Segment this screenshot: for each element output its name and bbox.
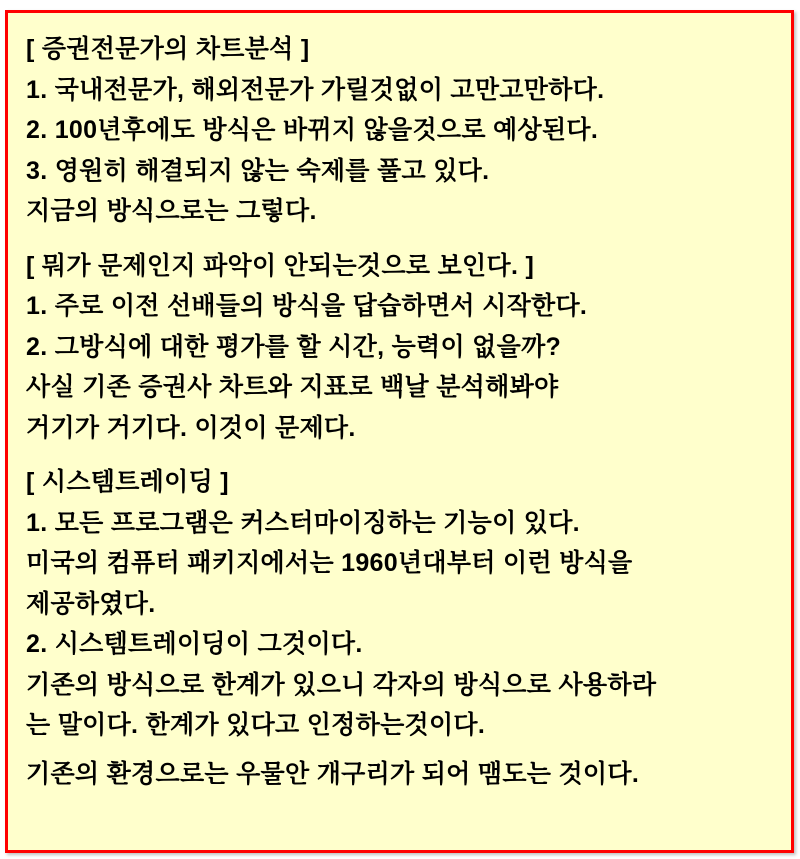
- text-line: 거기가 거기다. 이것이 문제다.: [26, 413, 356, 442]
- text-line: 3. 영원히 해결되지 않는 숙제를 풀고 있다.: [26, 156, 490, 185]
- section-system-trading: [26, 462, 781, 746]
- note-box: [5, 10, 794, 853]
- text-line: 사실 기존 증권사 차트와 지표로 백날 분석해봐야: [26, 373, 559, 401]
- section-heading: [ 시스템트레이딩 ]: [26, 468, 229, 496]
- text-line: 2. 시스템트레이딩이 그것이다.: [26, 630, 363, 658]
- section-problem: [26, 246, 781, 449]
- text-line: 1. 모든 프로그램은 커스터마이징하는 기능이 있다.: [26, 508, 580, 537]
- section-chart-analysis: [26, 29, 781, 232]
- text-line: 미국의 컴퓨터 패키지에서는 1960년대부터 이런 방식을: [26, 549, 633, 577]
- text-line: 2. 100년후에도 방식은 바뀌지 않을것으로 예상된다.: [26, 116, 599, 144]
- section-heading: [ 증권전문가의 차트분석 ]: [26, 35, 310, 63]
- text-line: 지금의 방식으로는 그렇다.: [26, 197, 317, 225]
- section-conclusion: [26, 754, 781, 795]
- section-heading: [ 뭐가 문제인지 파악이 안되는것으로 보인다. ]: [26, 251, 535, 280]
- text-line: 2. 그방식에 대한 평가를 할 시간, 능력이 없을까?: [26, 332, 562, 361]
- conclusion-line: 기존의 환경으로는 우물안 개구리가 되어 맴도는 것이다.: [26, 759, 640, 788]
- text-line: 기존의 방식으로 한계가 있으니 각자의 방식으로 사용하라: [26, 670, 657, 699]
- text-line: 1. 주로 이전 선배들의 방식을 답습하면서 시작한다.: [26, 292, 588, 320]
- text-line: 제공하였다.: [26, 589, 156, 618]
- text-line: 1. 국내전문가, 해외전문가 가릴것없이 고만고만하다.: [26, 75, 605, 104]
- note-content: [26, 29, 781, 794]
- text-line: 는 말이다. 한계가 있다고 인정하는것이다.: [26, 711, 486, 739]
